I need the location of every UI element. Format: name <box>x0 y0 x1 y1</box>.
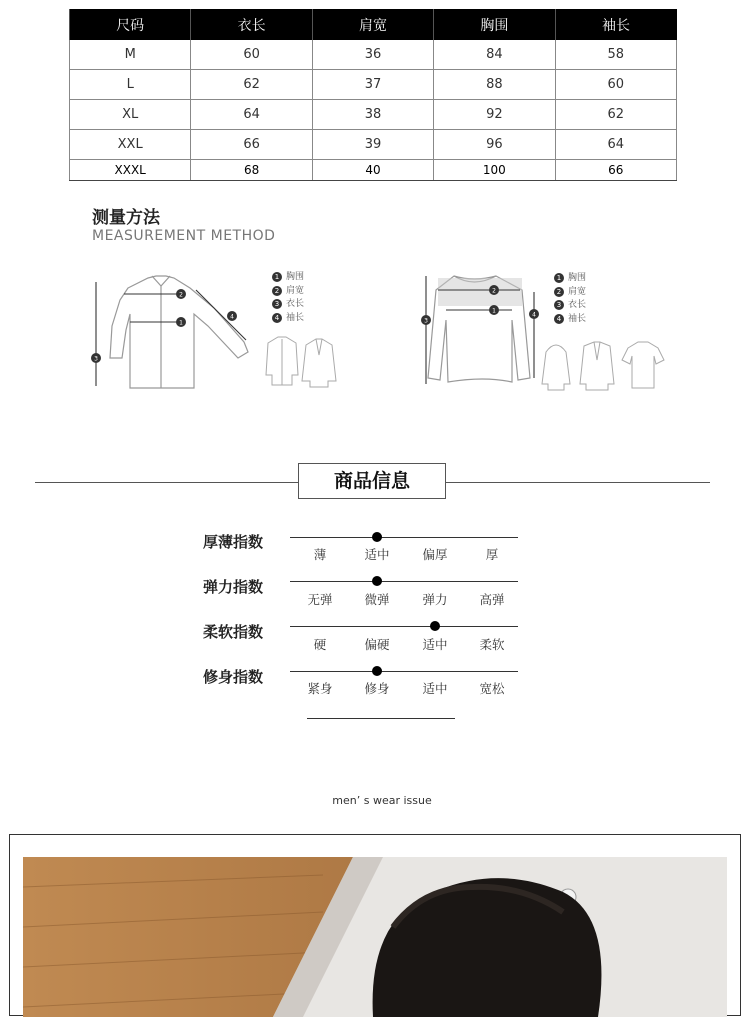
index-track <box>290 671 518 672</box>
legend-item <box>272 312 304 326</box>
table-cell: 66 <box>555 160 676 181</box>
index-option: 偏厚 <box>422 547 448 562</box>
legend-right <box>554 272 586 326</box>
index-marker <box>372 666 382 676</box>
table-cell: 60 <box>191 40 312 70</box>
index-track <box>290 537 518 538</box>
sweater-diagram <box>414 268 544 393</box>
photo-frame <box>9 834 741 1016</box>
table-cell: XXL <box>70 130 191 160</box>
table-cell: L <box>70 70 191 100</box>
legend-label: 胸围 <box>286 272 305 282</box>
table-cell: 58 <box>555 40 676 70</box>
table-cell: 100 <box>434 160 555 181</box>
svg-text:1: 1 <box>179 319 183 327</box>
svg-text:2: 2 <box>179 291 183 299</box>
index-track <box>290 626 518 627</box>
legend-label: 衣长 <box>286 299 305 309</box>
svg-text:3: 3 <box>424 317 428 325</box>
index-option: 柔软 <box>479 637 505 652</box>
table-cell: 40 <box>312 160 433 181</box>
legend-left <box>272 271 304 325</box>
shirt-diagram <box>86 270 266 395</box>
legend-item <box>554 272 586 286</box>
table-cell: 64 <box>191 100 312 130</box>
svg-text:4: 4 <box>532 311 536 319</box>
index-option: 偏硬 <box>364 637 390 652</box>
legend-item <box>554 299 586 313</box>
header-length: 衣长 <box>191 9 312 40</box>
index-option: 适中 <box>422 681 448 696</box>
number-badge-icon: 3 <box>554 300 564 310</box>
footer-note: men’ s wear issue <box>332 794 432 807</box>
number-badge-icon: 4 <box>554 314 564 324</box>
table-cell: 68 <box>191 160 312 181</box>
index-option: 微弹 <box>364 592 390 607</box>
table-cell: 38 <box>312 100 433 130</box>
index-option: 硬 <box>313 637 327 652</box>
number-badge-icon: 4 <box>272 313 282 323</box>
divider-right <box>444 482 710 483</box>
index-marker <box>372 576 382 586</box>
number-badge-icon: 1 <box>272 272 282 282</box>
index-marker <box>430 621 440 631</box>
index-label: 厚薄指数 <box>203 533 264 551</box>
table-cell: 39 <box>312 130 433 160</box>
measurement-title: 测量方法 <box>92 208 160 228</box>
measurement-subtitle: MEASUREMENT METHOD <box>92 228 276 244</box>
legend-label: 肩宽 <box>286 285 305 296</box>
index-option: 修身 <box>364 681 390 696</box>
legend-item <box>272 271 304 285</box>
table-row <box>70 100 677 130</box>
table-row <box>70 40 677 70</box>
table-cell: 60 <box>555 70 676 100</box>
svg-text:1: 1 <box>492 307 496 315</box>
table-row <box>70 70 677 100</box>
table-cell: 66 <box>191 130 312 160</box>
index-option: 宽松 <box>479 681 505 696</box>
index-option: 薄 <box>313 547 327 562</box>
svg-text:2: 2 <box>492 287 496 295</box>
table-cell: XXXL <box>70 160 191 181</box>
table-cell: 62 <box>191 70 312 100</box>
header-chest: 胸围 <box>434 9 555 40</box>
header-sleeve: 袖长 <box>555 9 676 40</box>
table-cell: 96 <box>434 130 555 160</box>
table-cell: 84 <box>434 40 555 70</box>
jacket-icons <box>258 335 344 390</box>
number-badge-icon: 2 <box>272 286 282 296</box>
table-cell: 37 <box>312 70 433 100</box>
table-cell: XL <box>70 100 191 130</box>
size-table <box>69 9 677 181</box>
table-cell: 62 <box>555 100 676 130</box>
number-badge-icon: 3 <box>272 299 282 309</box>
table-row <box>70 130 677 160</box>
legend-item <box>554 313 586 327</box>
index-underline <box>307 718 455 719</box>
hoodie-cardigan-tshirt-icons <box>540 338 668 393</box>
legend-item <box>554 286 586 300</box>
legend-label: 袖长 <box>568 313 587 324</box>
legend-item <box>272 298 304 312</box>
legend-label: 胸围 <box>568 273 587 283</box>
legend-item <box>272 285 304 299</box>
index-option: 弹力 <box>422 592 448 607</box>
table-cell: 88 <box>434 70 555 100</box>
table-cell: 36 <box>312 40 433 70</box>
index-label: 弹力指数 <box>203 578 264 596</box>
table-cell: M <box>70 40 191 70</box>
number-badge-icon: 2 <box>554 287 564 297</box>
table-cell: 92 <box>434 100 555 130</box>
legend-label: 袖长 <box>286 312 305 323</box>
table-cell: 64 <box>555 130 676 160</box>
svg-text:3: 3 <box>94 355 98 363</box>
table-row <box>70 160 677 181</box>
header-shoulder: 肩宽 <box>312 9 433 40</box>
model-photo <box>23 857 727 1017</box>
number-badge-icon: 1 <box>554 273 564 283</box>
index-option: 适中 <box>364 547 390 562</box>
divider-left <box>35 482 299 483</box>
index-label: 修身指数 <box>203 668 264 686</box>
section-title: 商品信息 <box>298 463 446 499</box>
header-size: 尺码 <box>70 9 191 40</box>
svg-text:4: 4 <box>230 313 234 321</box>
index-option: 适中 <box>422 637 448 652</box>
legend-label: 衣长 <box>568 300 587 310</box>
size-table-header <box>70 9 677 40</box>
index-option: 紧身 <box>307 681 333 696</box>
index-track <box>290 581 518 582</box>
index-option: 高弹 <box>479 592 505 607</box>
legend-label: 肩宽 <box>568 286 587 297</box>
index-label: 柔软指数 <box>203 623 264 641</box>
index-option: 厚 <box>485 547 499 562</box>
index-marker <box>372 532 382 542</box>
index-option: 无弹 <box>307 592 333 607</box>
